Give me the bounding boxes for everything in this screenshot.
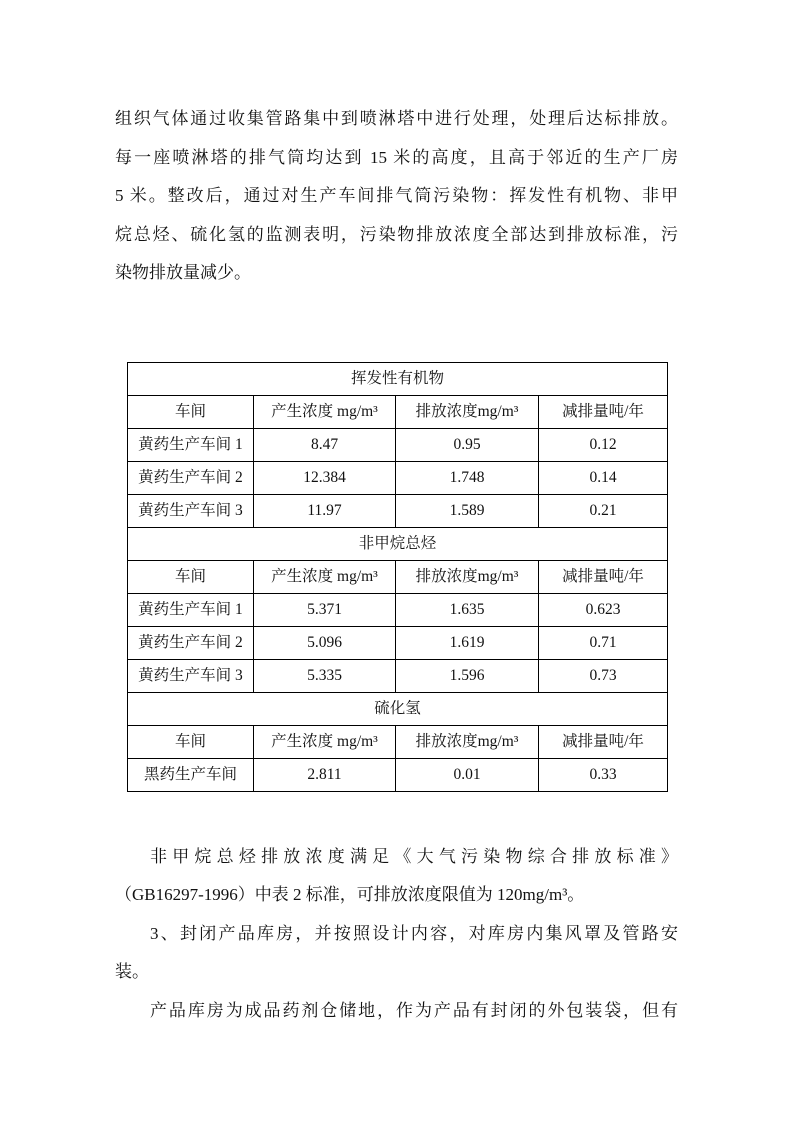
table-header-row xyxy=(128,725,668,758)
table-section-title: 挥发性有机物 xyxy=(128,362,668,395)
cell-reduction: 0.73 xyxy=(539,659,668,692)
col-header-produced-concentration: 产生浓度 mg/m³ xyxy=(254,725,396,758)
bottom-paragraphs xyxy=(115,838,678,1031)
cell-workshop: 黄药生产车间 2 xyxy=(128,461,254,494)
table-header-row xyxy=(128,395,668,428)
table-section-row xyxy=(128,362,668,395)
table-row xyxy=(128,758,668,791)
table-section-title: 非甲烷总烃 xyxy=(128,527,668,560)
paragraph-exhaust-treatment xyxy=(115,100,678,293)
col-header-reduction: 减排量吨/年 xyxy=(539,560,668,593)
table-section-title: 硫化氢 xyxy=(128,692,668,725)
table-row xyxy=(128,428,668,461)
cell-workshop: 黄药生产车间 3 xyxy=(128,659,254,692)
paragraph-warehouse-description xyxy=(115,992,678,1031)
cell-reduction: 0.623 xyxy=(539,593,668,626)
emissions-table xyxy=(127,362,668,792)
text-line: 装。 xyxy=(115,962,149,981)
table-row xyxy=(128,626,668,659)
cell-emission: 0.01 xyxy=(396,758,539,791)
cell-emission: 1.748 xyxy=(396,461,539,494)
text-line: 染物排放量减少。 xyxy=(115,263,251,282)
cell-produced: 5.335 xyxy=(254,659,396,692)
text-line: 非甲烷总烃排放浓度满足《大气污染物综合排放标准》 xyxy=(150,846,678,866)
table-row xyxy=(128,494,668,527)
cell-workshop: 黄药生产车间 3 xyxy=(128,494,254,527)
cell-workshop: 黄药生产车间 1 xyxy=(128,428,254,461)
cell-workshop: 黄药生产车间 2 xyxy=(128,626,254,659)
cell-emission: 0.95 xyxy=(396,428,539,461)
col-header-workshop: 车间 xyxy=(128,560,254,593)
text-line: 5 米。整改后，通过对生产车间排气筒污染物：挥发性有机物、非甲 xyxy=(115,186,678,205)
cell-emission: 1.589 xyxy=(396,494,539,527)
col-header-workshop: 车间 xyxy=(128,395,254,428)
col-header-emission-concentration: 排放浓度mg/m³ xyxy=(396,560,539,593)
cell-workshop: 黄药生产车间 1 xyxy=(128,593,254,626)
cell-emission: 1.619 xyxy=(396,626,539,659)
text-line: 产品库房为成品药剂仓储地，作为产品有封闭的外包装袋，但有 xyxy=(150,1000,678,1020)
text-line: （GB16297-1996）中表 2 标准，可排放浓度限值为 120mg/m³。 xyxy=(115,885,585,904)
col-header-workshop: 车间 xyxy=(128,725,254,758)
page-content xyxy=(115,100,678,1030)
cell-reduction: 0.12 xyxy=(539,428,668,461)
cell-produced: 5.096 xyxy=(254,626,396,659)
cell-reduction: 0.21 xyxy=(539,494,668,527)
text-line: 烷总烃、硫化氢的监测表明，污染物排放浓度全部达到排放标准，污 xyxy=(115,224,678,244)
cell-reduction: 0.33 xyxy=(539,758,668,791)
table-section-row xyxy=(128,692,668,725)
cell-produced: 2.811 xyxy=(254,758,396,791)
col-header-reduction: 减排量吨/年 xyxy=(539,725,668,758)
cell-produced: 11.97 xyxy=(254,494,396,527)
text-line: 每一座喷淋塔的排气筒均达到 15 米的高度，且高于邻近的生产厂房 xyxy=(115,147,678,167)
cell-produced: 8.47 xyxy=(254,428,396,461)
cell-produced: 12.384 xyxy=(254,461,396,494)
table-row xyxy=(128,659,668,692)
cell-reduction: 0.71 xyxy=(539,626,668,659)
table-section-row xyxy=(128,527,668,560)
cell-emission: 1.596 xyxy=(396,659,539,692)
paragraph-warehouse-renovation xyxy=(115,915,678,992)
cell-workshop: 黑药生产车间 xyxy=(128,758,254,791)
col-header-emission-concentration: 排放浓度mg/m³ xyxy=(396,395,539,428)
table-header-row xyxy=(128,560,668,593)
text-line: 组织气体通过收集管路集中到喷淋塔中进行处理，处理后达标排放。 xyxy=(115,109,678,128)
cell-reduction: 0.14 xyxy=(539,461,668,494)
col-header-reduction: 减排量吨/年 xyxy=(539,395,668,428)
table-row xyxy=(128,461,668,494)
cell-emission: 1.635 xyxy=(396,593,539,626)
text-line: 3、封闭产品库房，并按照设计内容，对库房内集风罩及管路安 xyxy=(150,923,678,943)
col-header-emission-concentration: 排放浓度mg/m³ xyxy=(396,725,539,758)
cell-produced: 5.371 xyxy=(254,593,396,626)
col-header-produced-concentration: 产生浓度 mg/m³ xyxy=(254,395,396,428)
paragraph-standard-note xyxy=(115,838,678,915)
col-header-produced-concentration: 产生浓度 mg/m³ xyxy=(254,560,396,593)
table-row xyxy=(128,593,668,626)
